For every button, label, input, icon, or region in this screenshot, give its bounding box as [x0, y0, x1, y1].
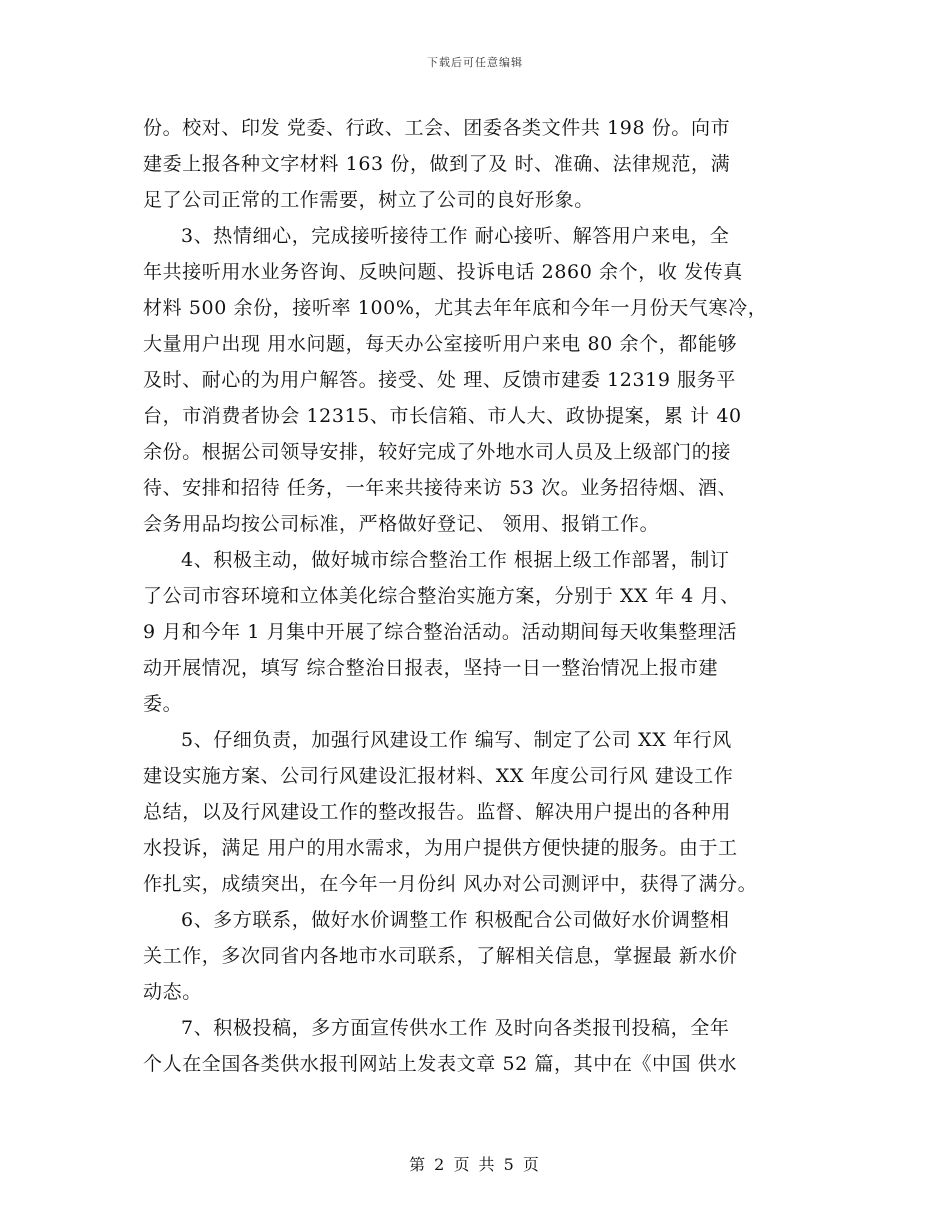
text-line: 9 月和今年 1 月集中开展了综合整治活动。活动期间每天收集整理活 [143, 621, 738, 643]
paragraph-start-line: 6、多方联系，做好水价调整工作 积极配合公司做好水价调整相 [181, 909, 730, 931]
page-header: 下载后可任意编辑 [427, 56, 523, 69]
text-line: 作扎实，成绩突出，在今年一月份纠 风办对公司测评中，获得了满分。 [143, 873, 758, 895]
text-line: 大量用户出现 用水问题，每天办公室接听用户来电 80 余个，都能够 [143, 333, 738, 355]
text-line: 关工作，多次同省内各地市水司联系，了解相关信息，掌握最 新水价 [143, 945, 738, 967]
text-line: 建设实施方案、公司行风建设汇报材料、XX 年度公司行风 建设工作 [143, 765, 734, 787]
text-line: 水投诉，满足 用户的用水需求，为用户提供方便快捷的服务。由于工 [143, 837, 738, 859]
text-line: 建委上报各种文字材料 163 份，做到了及 时、准确、法律规范，满 [143, 153, 731, 175]
document-body [143, 110, 823, 1082]
paragraph-start-line: 5、仔细负责，加强行风建设工作 编写、制定了公司 XX 年行风 [181, 729, 732, 751]
text-line: 余份。根据公司领导安排，较好完成了外地水司人员及上级部门的接 [143, 441, 732, 463]
text-line: 个人在全国各类供水报刊网站上发表文章 52 篇，其中在《中国 供水 [143, 1053, 738, 1075]
text-line: 足了公司正常的工作需要，树立了公司的良好形象。 [143, 189, 594, 211]
text-line: 待、安排和招待 任务，一年来共接待来访 53 次。业务招待烟、酒、 [143, 477, 738, 499]
text-line: 动开展情况，填写 综合整治日报表，坚持一日一整治情况上报市建 [143, 657, 719, 679]
text-line: 材料 500 余份，接听率 100%，尤其去年年底和今年一月份天气寒冷， [143, 297, 768, 319]
page-number-footer: 第 2 页 共 5 页 [409, 1155, 541, 1174]
text-line: 及时、耐心的为用户解答。接受、处 理、反馈市建委 12319 服务平 [143, 369, 736, 391]
text-line: 总结，以及行风建设工作的整改报告。监督、解决用户提出的各种用 [143, 801, 732, 823]
text-line: 动态。 [143, 981, 202, 1003]
text-line: 台，市消费者协会 12315、市长信箱、市人大、政协提案，累 计 40 [143, 405, 742, 427]
paragraph-start-line: 7、积极投稿，多方面宣传供水工作 及时向各类报刊投稿，全年 [181, 1017, 730, 1039]
text-line: 份。校对、印发 党委、行政、工会、团委各类文件共 198 份。向市 [143, 117, 731, 139]
text-line: 年共接听用水业务咨询、反映问题、投诉电话 2860 余个，收 发传真 [143, 261, 743, 283]
text-line: 委。 [143, 693, 183, 715]
paragraph-start-line: 4、积极主动，做好城市综合整治工作 根据上级工作部署，制订 [181, 549, 730, 571]
text-line: 了公司市容环境和立体美化综合整治实施方案，分别于 XX 年 4 月、 [143, 585, 740, 607]
text-line: 会务用品均按公司标准，严格做好登记、 领用、报销工作。 [143, 513, 660, 535]
paragraph-start-line: 3、热情细心，完成接听接待工作 耐心接听、解答用户来电，全 [181, 225, 730, 247]
